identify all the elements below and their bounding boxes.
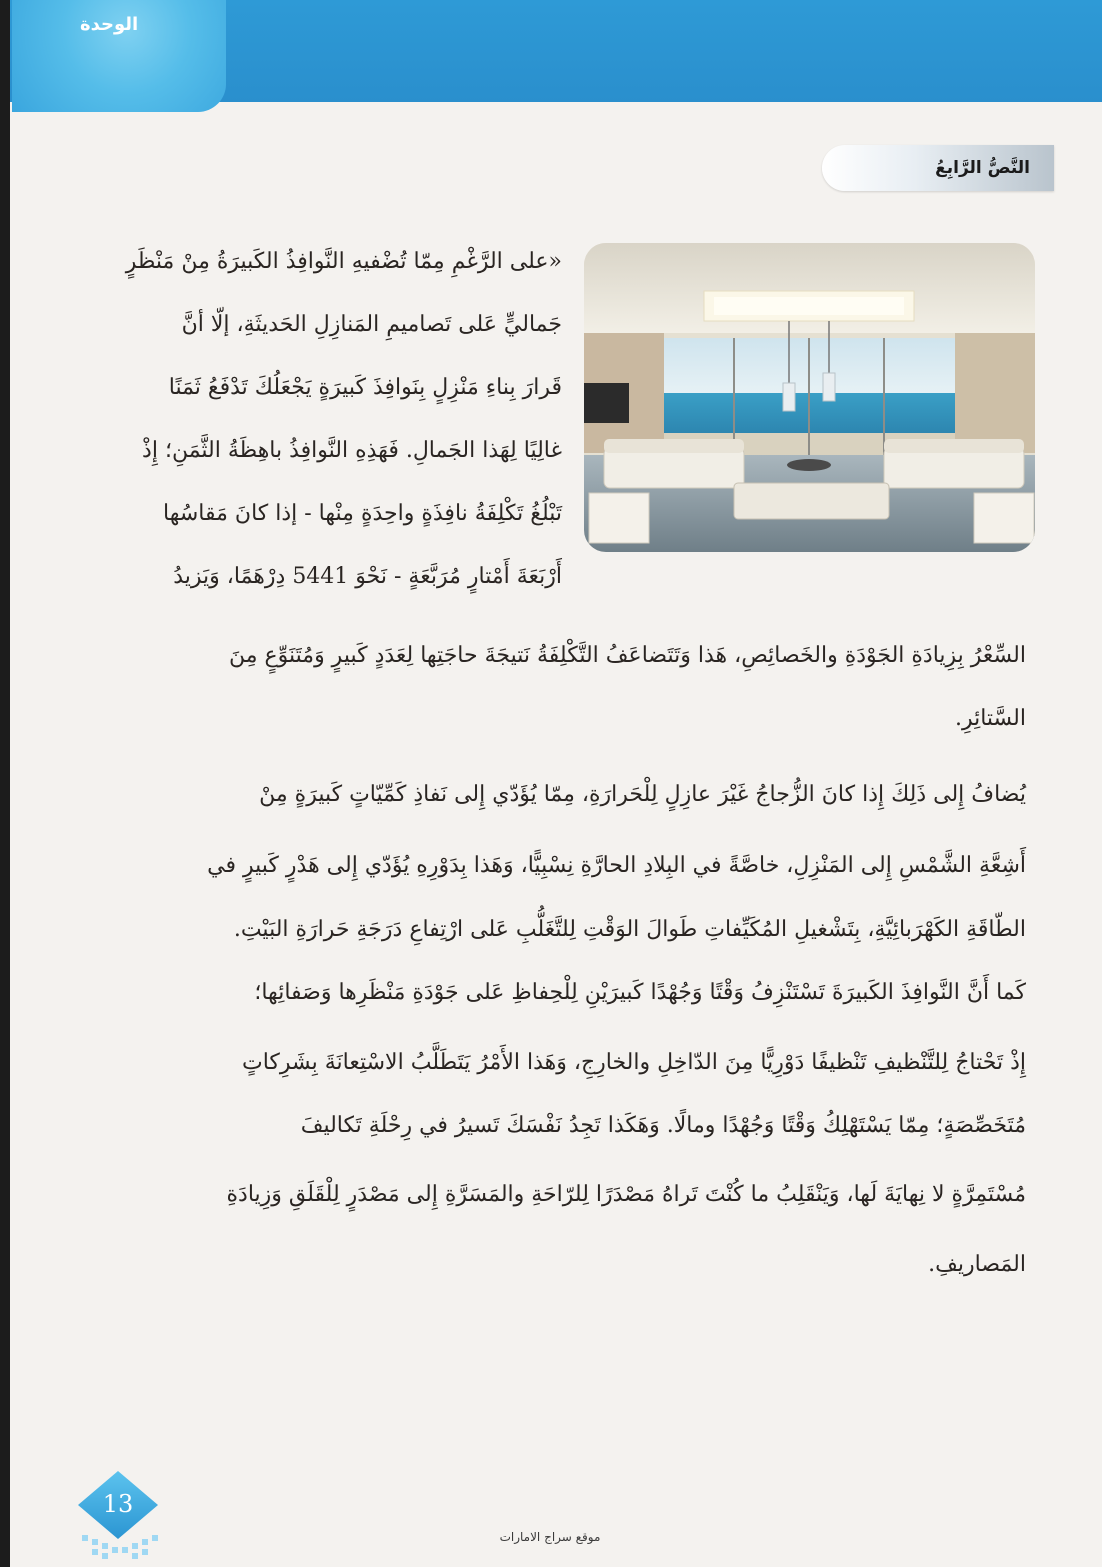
p1-line-6: أَرْبَعَةَ أَمْتارٍ مُرَبَّعَةٍ - نَحْوَ 5441 دِرْهَمًا، وَيَزيدُ bbox=[173, 564, 562, 589]
footer-site-name: موقع سراج الامارات bbox=[499, 1530, 601, 1544]
p1-line-1: «على الرَّغْمِ مِمّا تُضْفيهِ النَّوافِذُ الكَبيرَةُ مِنْ مَنْظَرٍ bbox=[125, 249, 562, 274]
page-number: 13 bbox=[102, 1490, 134, 1518]
living-room-illustration bbox=[584, 243, 1035, 552]
page-edge bbox=[0, 0, 10, 1567]
p3-line-5: المَصاريفِ. bbox=[928, 1252, 1026, 1277]
p1-line-2: جَماليٍّ عَلى تَصاميمِ المَنازِلِ الحَديثَةِ، إلّا أنَّ bbox=[181, 312, 562, 337]
section-title: النَّصُّ الرَّابِعُ bbox=[935, 158, 1030, 178]
p3-line-2: إِذْ تَحْتاجُ لِلتَّنْظيفِ تَنْظيفًا دَوْرِيًّا مِنَ الدّاخِلِ والخارِجِ، وَهَذا الأَمْرُ يَتَطَلَّبُ الاسْتِعانَةَ بِشَرِكاتٍ bbox=[241, 1050, 1026, 1075]
p3-line-3: مُتَخَصِّصَةٍ؛ مِمّا يَسْتَهْلِكُ وَقْتًا وَجُهْدًا ومالًا. وَهَكَذا تَجِدُ نَفْسَكَ تَسيرُ في رِحْلَةِ تَكاليفَ bbox=[300, 1113, 1026, 1138]
p2-line-3: الطّاقَةِ الكَهْرَبائِيَّةِ، بِتَشْغيلِ المُكَيِّفاتِ طَوالَ الوَقْتِ لِلتَّغَلُّبِ عَلى ارْتِفاعِ دَرَجَةِ حَرارَةِ البَيْتِ. bbox=[233, 917, 1026, 942]
p1-line-8: السَّتائِرِ. bbox=[954, 706, 1026, 731]
unit-label: الوحدة bbox=[80, 14, 139, 35]
p1-line-4: غالِيًا لِهَذا الجَمالِ. فَهَذِهِ النَّوافِذُ باهِظَةُ الثَّمَنِ؛ إِذْ bbox=[142, 438, 562, 463]
p3-line-1: كَما أَنَّ النَّوافِذَ الكَبيرَةَ تَسْتَنْزِفُ وَقْتًا وَجُهْدًا كَبيرَيْنِ لِلْحِفاظِ عَلى جَوْدَةِ مَنْظَرِها وَصَفائِها؛ bbox=[254, 980, 1026, 1005]
p1-line-7: السِّعْرُ بِزِيادَةِ الجَوْدَةِ والخَصائِصِ، هَذا وَتَتَضاعَفُ التَّكْلِفَةُ نَتيجَةَ حاجَتِها لِعَدَدٍ كَبيرٍ وَمُتَنَوِّعٍ مِنَ bbox=[228, 643, 1026, 668]
p2-line-2: أَشِعَّةِ الشَّمْسِ إِلى المَنْزِلِ، خاصَّةً في البِلادِ الحارَّةِ نِسْبِيًّا، وَهَذا بِدَوْرِهِ يُؤَدّي إِلى هَدْرٍ كَبيرٍ في bbox=[207, 853, 1026, 878]
p1-line-3: قَرارَ بِناءِ مَنْزِلٍ بِنَوافِذَ كَبيرَةٍ يَجْعَلُكَ تَدْفَعُ ثَمَنًا bbox=[168, 375, 562, 400]
p1-line-5: تَبْلُغُ تَكْلِفَةُ نافِذَةٍ واحِدَةٍ مِنْها - إذا كانَ مَقاسُها bbox=[163, 501, 562, 526]
p3-line-4: مُسْتَمِرَّةٍ لا نِهايَةَ لَها، وَيَنْقَلِبُ ما كُنْتَ تَراهُ مَصْدَرًا لِلرّاحَةِ والمَسَرَّةِ إِلى مَصْدَرٍ لِلْقَلَقِ وَزِيادَةِ bbox=[226, 1182, 1026, 1207]
p2-line-1: يُضافُ إِلى ذَلِكَ إِذا كانَ الزُّجاجُ غَيْرَ عازِلٍ لِلْحَرارَةِ، مِمّا يُؤَدّي إِلى نَفاذِ كَمِّيّاتٍ كَبيرَةٍ مِنْ bbox=[259, 782, 1026, 807]
living-room-photo bbox=[584, 243, 1035, 552]
